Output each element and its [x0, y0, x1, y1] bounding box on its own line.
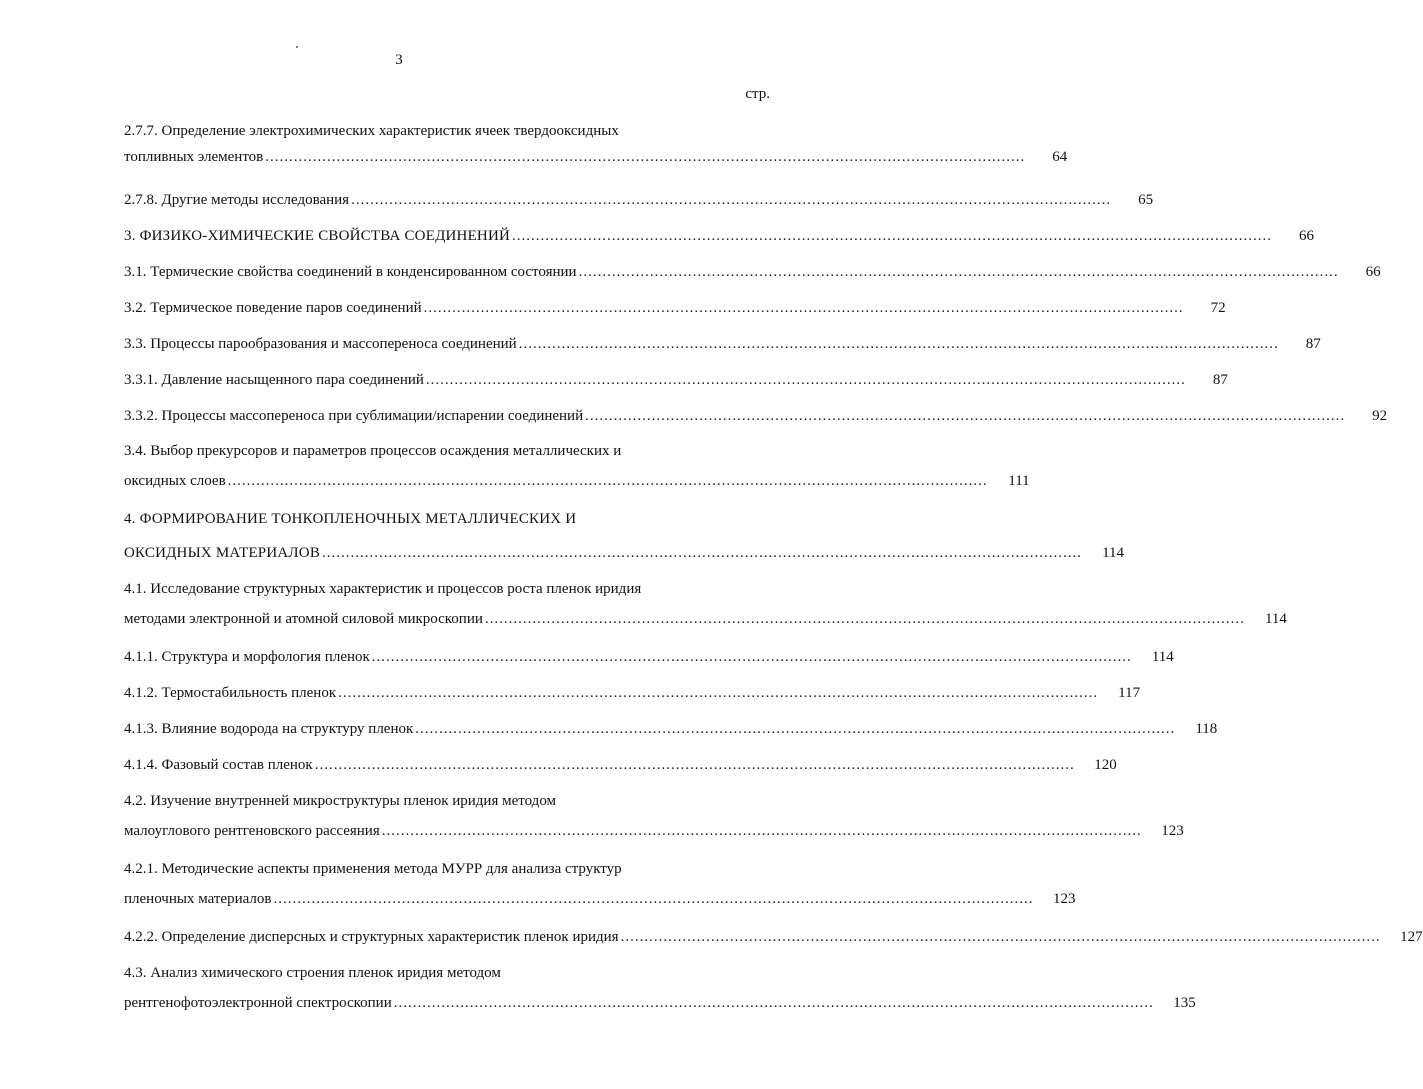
toc-entry-4-2-1 — [124, 856, 1076, 914]
toc-leader-dots: ................................................................................................................................................................ — [322, 545, 1083, 561]
toc-entry-title: 3.3.1. Давление насыщенного пара соединений — [124, 372, 424, 388]
toc-leader-dots: ................................................................................................................................................................ — [227, 473, 988, 489]
toc-entry-page: 66 — [1299, 228, 1315, 244]
toc-leader-dots: ................................................................................................................................................................ — [265, 149, 1026, 165]
toc-leader-dots: ................................................................................................................................................................ — [371, 649, 1132, 665]
toc-entry-title: топливных элементов — [124, 149, 264, 165]
toc-leader-dots: ................................................................................................................................................................ — [512, 228, 1273, 244]
toc-entry-4-1-4 — [124, 752, 1117, 778]
toc-entry-page: 118 — [1195, 721, 1218, 737]
toc-entry-title: 4.1.1. Структура и морфология пленок — [124, 649, 370, 665]
toc-entry-title: ОКСИДНЫХ МАТЕРИАЛОВ — [124, 545, 321, 561]
toc-entry-page: 65 — [1138, 192, 1154, 208]
toc-leader-dots: ................................................................................................................................................................ — [351, 192, 1112, 208]
toc-entry-line1: 4.2.1. Методические аспекты применения метода МУРР для анализа структур — [124, 861, 622, 877]
toc-entry-3-3-1 — [124, 367, 1228, 393]
toc-entry-page: 66 — [1365, 264, 1381, 280]
toc-leader-dots: ................................................................................................................................................................ — [425, 372, 1186, 388]
toc-entry-title: 2.7.8. Другие методы исследования — [124, 192, 350, 208]
toc-entry-4 — [124, 506, 1125, 566]
toc-entry-title: методами электронной и атомной силовой микроскопии — [124, 611, 483, 627]
toc-entry-4-1-2 — [124, 680, 1141, 706]
toc-entry-4-2-2 — [124, 924, 1423, 950]
toc-entry-title: 3.3.2. Процессы массопереноса при сублимации/испарении соединений — [124, 408, 584, 424]
toc-entry-2-7-7 — [124, 118, 1068, 176]
scan-speck — [296, 46, 298, 48]
toc-entry-3 — [124, 223, 1315, 249]
toc-entry-line1: 4.3. Анализ химического строения пленок иридия методом — [124, 965, 501, 981]
toc-entry-title: 4.1.2. Термостабильность пленок — [124, 685, 337, 701]
page-number: 3 — [395, 52, 403, 68]
toc-entry-title: 3.1. Термические свойства соединений в конденсированном состоянии — [124, 264, 577, 280]
toc-entry-title: рентгенофотоэлектронной спектроскопии — [124, 995, 392, 1011]
toc-leader-dots: ................................................................................................................................................................ — [423, 300, 1184, 316]
toc-entry-line1: 4. ФОРМИРОВАНИЕ ТОНКОПЛЕНОЧНЫХ МЕТАЛЛИЧЕСКИХ И — [124, 511, 577, 527]
toc-entry-3-2 — [124, 295, 1226, 321]
toc-entry-line1: 3.4. Выбор прекурсоров и параметров процессов осаждения металлических и — [124, 443, 622, 459]
toc-entry-title: пленочных материалов — [124, 891, 272, 907]
toc-entry-page: 111 — [1008, 473, 1030, 489]
toc-entry-4-1 — [124, 576, 1287, 634]
toc-entry-page: 117 — [1118, 685, 1141, 701]
toc-entry-title: 4.1.4. Фазовый состав пленок — [124, 757, 313, 773]
toc-entry-title: оксидных слоев — [124, 473, 226, 489]
toc-entry-page: 120 — [1094, 757, 1117, 773]
toc-entry-page: 114 — [1264, 611, 1287, 627]
toc-entry-page: 114 — [1151, 649, 1174, 665]
toc-leader-dots: ................................................................................................................................................................ — [314, 757, 1075, 773]
toc-entry-line1: 4.2. Изучение внутренней микроструктуры пленок иридия методом — [124, 793, 557, 809]
toc-entry-title: малоуглового рентгеновского рассеяния — [124, 823, 380, 839]
toc-entry-title: 3.3. Процессы парообразования и массопереноса соединений — [124, 336, 517, 352]
toc-leader-dots: ................................................................................................................................................................ — [273, 891, 1034, 907]
toc-leader-dots: ................................................................................................................................................................ — [415, 721, 1176, 737]
toc-entry-title: 3. ФИЗИКО-ХИМИЧЕСКИЕ СВОЙСТВА СОЕДИНЕНИЙ — [124, 228, 511, 244]
toc-entry-page: 135 — [1173, 995, 1196, 1011]
toc-entry-page: 87 — [1305, 336, 1321, 352]
toc-entry-page: 123 — [1052, 891, 1076, 907]
toc-entry-page: 127 — [1400, 929, 1423, 945]
toc-entry-title: 3.2. Термическое поведение паров соединений — [124, 300, 422, 316]
toc-entry-4-2 — [124, 788, 1184, 846]
toc-entry-3-1 — [124, 259, 1381, 285]
toc-entry-page: 92 — [1372, 408, 1388, 424]
toc-leader-dots: ................................................................................................................................................................ — [484, 611, 1245, 627]
page-column-label: стр. — [745, 86, 770, 102]
toc-entry-3-3 — [124, 331, 1321, 357]
toc-entry-title: 4.2.2. Определение дисперсных и структурных характеристик пленок иридия — [124, 929, 619, 945]
toc-entry-page: 72 — [1210, 300, 1226, 316]
toc-entry-4-3 — [124, 960, 1196, 1018]
toc-entry-2-7-8 — [124, 187, 1154, 213]
toc-entry-line1: 4.1. Исследование структурных характеристик и процессов роста пленок иридия — [124, 581, 642, 597]
toc-leader-dots: ................................................................................................................................................................ — [393, 995, 1154, 1011]
toc-entry-page: 123 — [1161, 823, 1184, 839]
toc-entry-title: 4.1.3. Влияние водорода на структуру пленок — [124, 721, 414, 737]
toc-entry-4-1-3 — [124, 716, 1218, 742]
toc-entry-page: 114 — [1102, 545, 1125, 561]
toc-leader-dots: ................................................................................................................................................................ — [518, 336, 1279, 352]
toc-entry-page: 64 — [1052, 149, 1068, 165]
toc-entry-page: 87 — [1212, 372, 1228, 388]
toc-leader-dots: ................................................................................................................................................................ — [585, 408, 1346, 424]
toc-entry-4-1-1 — [124, 644, 1174, 670]
toc-leader-dots: ................................................................................................................................................................ — [578, 264, 1339, 280]
toc-entry-3-3-2 — [124, 403, 1388, 429]
toc-leader-dots: ................................................................................................................................................................ — [620, 929, 1381, 945]
toc-leader-dots: ................................................................................................................................................................ — [338, 685, 1099, 701]
toc-entry-line1: 2.7.7. Определение электрохимических характеристик ячеек твердооксидных — [124, 123, 619, 139]
toc-entry-3-4 — [124, 438, 1030, 496]
toc-leader-dots: ................................................................................................................................................................ — [381, 823, 1142, 839]
table-of-contents — [124, 118, 1423, 1018]
